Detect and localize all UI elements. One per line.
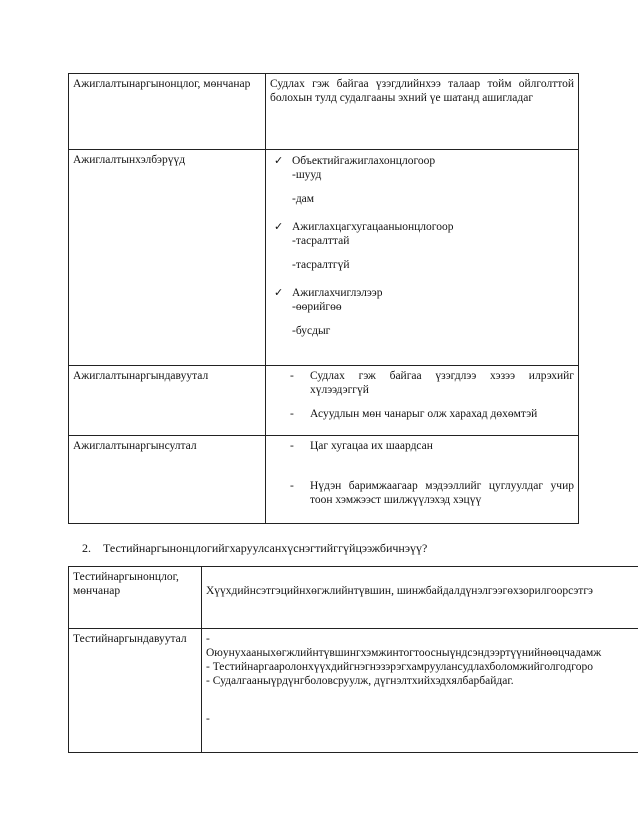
test-features-cell: [202, 567, 638, 629]
test-features-label: Тестийнаргынонцлог, мөнчанар: [69, 567, 202, 629]
observation-forms-cell: [266, 150, 579, 366]
group-title: Ажиглахцагхугацааныонцлогоор: [292, 221, 454, 233]
check-mark-icon: ✓: [274, 154, 284, 167]
list-item: Оюунухааныхөгжлийнтүвшингхэмжинтогтоосныүндсэндээртүүнийнөөцчадамж: [206, 647, 602, 659]
list-item: -бусдыг: [292, 325, 331, 337]
question-number: 2.: [82, 541, 91, 555]
observation-disadvantages-label: Ажиглалтынаргынсултал: [69, 436, 266, 524]
list-item: -: [206, 713, 210, 725]
question-text: Тестийнаргынонцлогийгхаруулсанхүснэгтийггүйцээжбичнэүү?: [103, 541, 428, 555]
question-2: [82, 541, 427, 556]
list-item: - Нүдэн баримжаагаар мэдээллийг цуглуулдаг учир тоон хэмжээст шилжүүлэхэд хэцүү: [290, 480, 574, 506]
list-item: - Цаг хугацаа их шаардсан: [290, 440, 433, 452]
observation-forms-label: Ажиглалтынхэлбэрүүд: [69, 150, 266, 366]
observation-advantages-label: Ажиглалтынаргындавуутал: [69, 366, 266, 436]
list-item: -: [206, 633, 210, 645]
check-group: [272, 286, 572, 300]
table-row: [69, 366, 579, 436]
check-mark-icon: ✓: [274, 286, 284, 299]
table-row: [69, 74, 579, 150]
test-features-text: Хүүхдийнсэтгэцийнхөгжлийнтүвшин, шинжбайдалдүнэлгээгөхзорилгоорсэтгэ: [206, 585, 593, 597]
observation-disadvantages-cell: [266, 436, 579, 524]
list-item: -тасралттай: [292, 235, 350, 247]
observation-features-text: Судлах гэж байгаа үзэгдлийнхээ талаар тойм ойлголттой болохын тулд судалгааны эхний үе шатанд ашигладаг: [266, 74, 579, 150]
table-row: [69, 436, 579, 524]
table-row: [69, 150, 579, 366]
list-item: -тасралтгүй: [292, 259, 350, 271]
list-item: - Судалгааныүрдүнгболовсруулж, дүгнэлтхийхэдхялбарбайдаг.: [206, 675, 514, 687]
test-advantages-cell: [202, 629, 638, 753]
group-title: Ажиглахчиглэлээр: [292, 287, 383, 299]
list-item: - Судлах гэж байгаа үзэгдлээ хэзээ илрэхийг хүлээдэггүй: [290, 370, 574, 396]
table-row: [69, 629, 638, 753]
check-mark-icon: ✓: [274, 220, 284, 233]
group-title: Объектийгажиглахонцлогоор: [292, 155, 436, 167]
observation-method-table: [68, 73, 579, 524]
observation-advantages-cell: [266, 366, 579, 436]
list-item: -өөрийгөө: [292, 301, 342, 313]
table-row: [69, 567, 638, 629]
check-group: [272, 154, 572, 168]
list-item: - Тестийнаргааролонхүүхдийгнэгнэзэрэгхамруулансудлахболомжийголгодгоро: [206, 661, 593, 673]
list-item: - Асуудлын мөн чанарыг олж харахад дөхөмтэй: [290, 408, 538, 420]
list-item: -шууд: [292, 169, 322, 181]
check-group: [272, 220, 572, 234]
test-advantages-label: Тестийнаргындавуутал: [69, 629, 202, 753]
observation-features-label: Ажиглалтынаргынонцлог, мөнчанар: [69, 74, 266, 150]
list-item: -дам: [292, 193, 315, 205]
test-method-table: [68, 566, 638, 753]
